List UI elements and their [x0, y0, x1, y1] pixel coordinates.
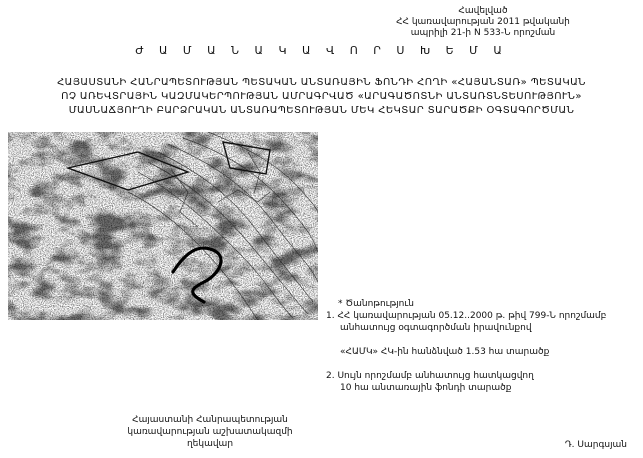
appendix-header — [363, 6, 603, 39]
scheme-map — [8, 132, 318, 320]
note-item-2: 2. Սույն որոշմամբ անհատույց հատկացվող — [326, 371, 534, 381]
heading-line-1: ՀԱՅԱՍՏԱՆԻ ՀԱՆՐԱՊԵՏՈՒԹՅԱՆ ՊԵՏԱԿԱՆ ԱՆՏԱՌԱՅԻՆ ՖՈՆԴԻ ՀՈՂԻ «ՀԱՅԱՆՏԱՌ» ՊԵՏԱԿԱՆ — [57, 77, 586, 88]
appendix-label: Հավելված — [458, 6, 508, 16]
signer-block — [120, 414, 300, 450]
note-item-1-line-2: անհատույց օգտագործման իրավունքով — [340, 323, 532, 333]
note-item-1: 1. ՀՀ կառավարության 05.12..2000 թ. թիվ 799-Ն որոշմամբ — [326, 311, 607, 321]
signer-name: Դ. Սարգսյան — [564, 440, 627, 450]
appendix-decree-line: ՀՀ կառավարության 2011 թվականի — [396, 17, 570, 27]
heading-line-3: ՄԱՍՆԱՃՅՈՒՂԻ ԲԱՐՁՐԱԿԱՆ ԱՆՏԱՌԱՊԵՏՈՒԹՅԱՆ ՄԵԿ ՀԵԿՏԱՐ ՏԱՐԱԾՔԻ ՕԳՏԱԳՈՐԾՄԱՆ — [68, 105, 575, 116]
notes-block — [326, 298, 640, 394]
signer-line-1: Հայաստանի Հանրապետության — [132, 415, 288, 425]
signer-line-3: ղեկավար — [186, 439, 234, 449]
heading-line-2: ՈՉ ԱՌԵՎՏՐԱՅԻՆ ԿԱԶՄԱԿԵՐՊՈՒԹՅԱՆ ԱՄՐԱԳՐՎԱԾ «ԱՐԱԳԱԾՈՏՆԻ ԱՆՏԱՌՏՆՏԵՍՈՒԹՅՈՒՆ» — [61, 91, 582, 102]
signer-line-2: կառավարության աշխատակազմի — [127, 427, 293, 437]
notes-header: * Ծանոթություն — [338, 299, 414, 309]
document-heading — [0, 76, 643, 118]
note-item-1-line-3: «ՀԱՄԿ» ՀԿ-ին հանձնված 1.53 հա տարածք — [340, 347, 550, 357]
note-item-2-line-2: 10 հա անտառային ֆոնդի տարածք — [340, 383, 512, 393]
appendix-date-line: ապրիլի 21-ի N 533-Ն որոշման — [410, 28, 556, 38]
document-title: Ժ Ա Մ Ա Ն Ա Կ Ա Վ Ո Ր Ս Խ Ե Մ Ա — [135, 44, 508, 57]
